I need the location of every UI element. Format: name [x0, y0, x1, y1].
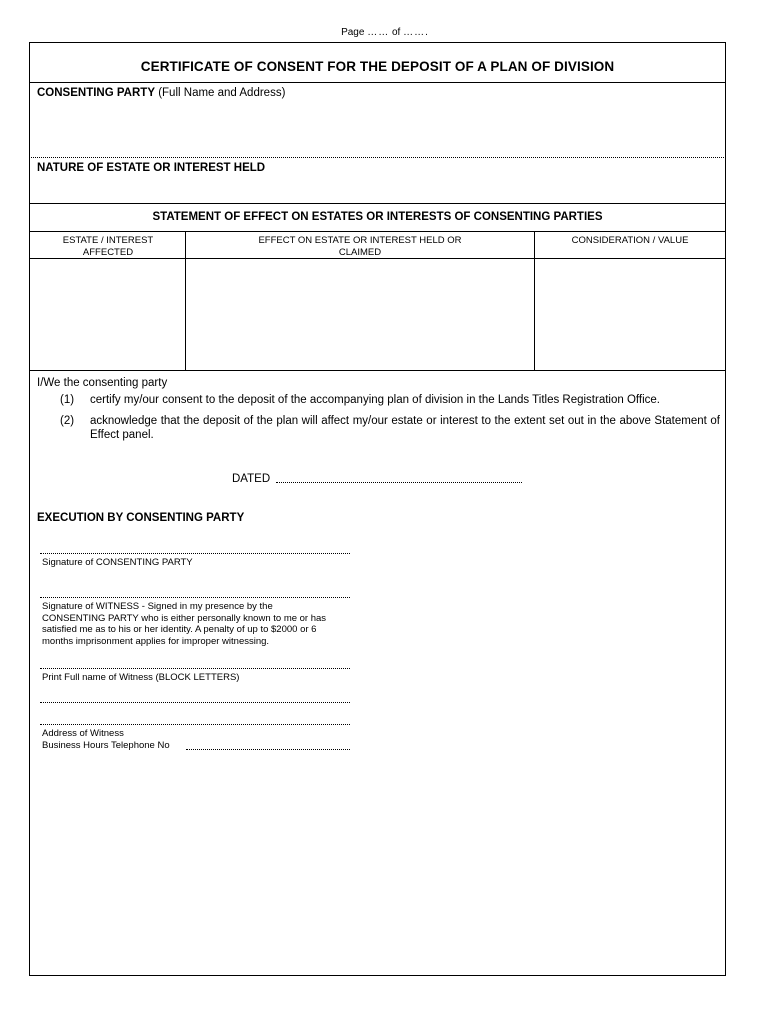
signature-witness-label: Signature of WITNESS - Signed in my presence by the CONSENTING PARTY who is either personally known to me or has satisfied me as to his or her identity. A penalty of up to $2000 or 6 months imprisonment applies for improper witnessing. [42, 601, 327, 647]
consenting-party-hint: (Full Name and Address) [158, 87, 286, 99]
witness-name-line[interactable] [40, 668, 350, 669]
witness-phone-field[interactable] [186, 749, 350, 750]
column-header-effect: EFFECT ON ESTATE OR INTEREST HELD OR CLAIMED [258, 235, 462, 258]
execution-title: EXECUTION BY CONSENTING PARTY [37, 512, 245, 524]
declaration-intro: I/We the consenting party [37, 377, 168, 389]
consenting-party-field[interactable] [30, 104, 725, 157]
statement-of-effect-title: STATEMENT OF EFFECT ON ESTATES OR INTERESTS OF CONSENTING PARTIES [152, 211, 603, 223]
page-number [0, 27, 770, 38]
signature-party-line[interactable] [40, 553, 350, 554]
witness-name-label: Print Full name of Witness (BLOCK LETTERS) [42, 672, 240, 683]
nature-divider [29, 203, 726, 204]
column-header-consideration: CONSIDERATION / VALUE [571, 235, 689, 246]
declaration-item-2-number: (2) [60, 415, 75, 427]
column-header-estate-interest: ESTATE / INTEREST AFFECTED [62, 235, 154, 258]
signature-witness-line[interactable] [40, 597, 350, 598]
consenting-party-label: CONSENTING PARTY [37, 87, 155, 99]
dated-label: DATED [232, 473, 271, 485]
page-current-blank[interactable]: …… [367, 27, 390, 38]
nature-of-estate-label: NATURE OF ESTATE OR INTEREST HELD [37, 162, 266, 174]
consideration-cell[interactable] [535, 259, 725, 370]
page-of-label: of [392, 27, 401, 38]
witness-phone-label: Business Hours Telephone No [42, 740, 170, 751]
form-title: CERTIFICATE OF CONSENT FOR THE DEPOSIT OF A PLAN OF DIVISION [140, 59, 615, 74]
statement-header-top-line [29, 231, 726, 232]
effect-cell[interactable] [186, 259, 534, 370]
consenting-party-divider [29, 157, 726, 158]
dated-field[interactable] [276, 482, 522, 483]
page-label: Page [341, 27, 365, 38]
declaration-item-2-text: acknowledge that the deposit of the plan will affect my/our estate or interest to the extent set out in the above Statement of Effect panel. [90, 415, 720, 441]
nature-of-estate-field[interactable] [30, 178, 725, 202]
statement-bottom-line [29, 370, 726, 371]
estate-interest-cell[interactable] [30, 259, 185, 370]
title-divider [29, 82, 726, 83]
witness-address-line-2[interactable] [40, 724, 350, 725]
witness-address-line-1[interactable] [40, 702, 350, 703]
consenting-party-heading [37, 87, 285, 99]
declaration-item-1-text: certify my/our consent to the deposit of the accompanying plan of division in the Lands Titles Registration Office. [90, 394, 660, 406]
witness-address-label: Address of Witness [42, 728, 124, 739]
signature-party-label: Signature of CONSENTING PARTY [42, 557, 193, 568]
declaration-item-1-number: (1) [60, 394, 75, 406]
page-total-blank[interactable]: ……. [403, 27, 429, 38]
